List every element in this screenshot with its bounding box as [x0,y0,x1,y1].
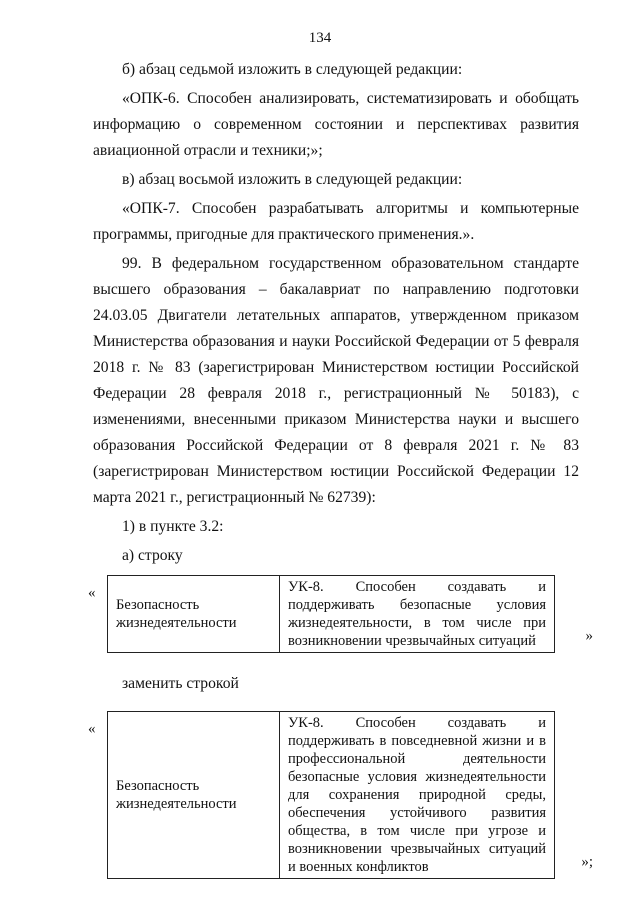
table-row [108,712,555,879]
paragraph-opk6: «ОПК-6. Способен анализировать, систематизировать и обобщать информацию о современном состоянии и перспективах развития авиационной отрасли и техники;»; [93,90,579,159]
new-row-table [107,711,555,879]
paragraph-replace: заменить строкой [122,675,239,692]
open-quote: « [88,585,96,601]
paragraph-point-3-2: 1) в пункте 3.2: [122,518,224,535]
table-row [108,576,555,653]
paragraph-subitem-v: в) абзац восьмой изложить в следующей редакции: [122,171,463,188]
page-number: 134 [308,30,332,46]
open-quote: « [88,721,96,737]
paragraph-opk7: «ОПК-7. Способен разрабатывать алгоритмы и компьютерные программы, пригодные для практического применения.». [93,200,579,243]
close-quote: » [585,628,593,644]
paragraph-item-99: 99. В федеральном государственном образовательном стандарте высшего образования – бакалавриат по направлению подготовки 24.03.05 Двигатели летательных аппаратов, утвержденном приказом Министерства образования и науки Российской Федерации от 5 февраля 2018 г. № 83 (зарегистрирован Министерством юстиции Российской Федерации 28 февраля 2018 г., регистрационный № 50183), с изменениями, внесенными приказом Министерства науки и высшего образования Российской Федерации от 8 февраля 2021 г. № 83 (зарегистрирован Министерством юстиции Российской Федерации 12 марта 2021 г., регистрационный № 62739): [93,255,579,506]
new-row-block [88,711,593,879]
table-cell-competence: УК-8. Способен создавать и поддерживать в повседневной жизни и в профессиональной деятельности безопасные условия жизнедеятельности для сохранения природной среды, обеспечения устойчивого развития общества, в том числе при угрозе и возникновении чрезвычайных ситуаций и военных конфликтов [280,712,555,879]
paragraph-subitem-b: б) абзац седьмой изложить в следующей редакции: [122,61,463,78]
paragraph-row-intro: а) строку [122,547,183,564]
table-cell-competence: УК-8. Способен создавать и поддерживать безопасные условия жизнедеятельности, в том числе при возникновении чрезвычайных ситуаций [280,576,555,653]
old-row-block [88,575,593,653]
document-body [88,57,593,879]
close-quote: »; [581,854,593,870]
table-cell-discipline: Безопасность жизнедеятельности [108,712,280,879]
old-row-table [107,575,555,653]
table-cell-discipline: Безопасность жизнедеятельности [108,576,280,653]
